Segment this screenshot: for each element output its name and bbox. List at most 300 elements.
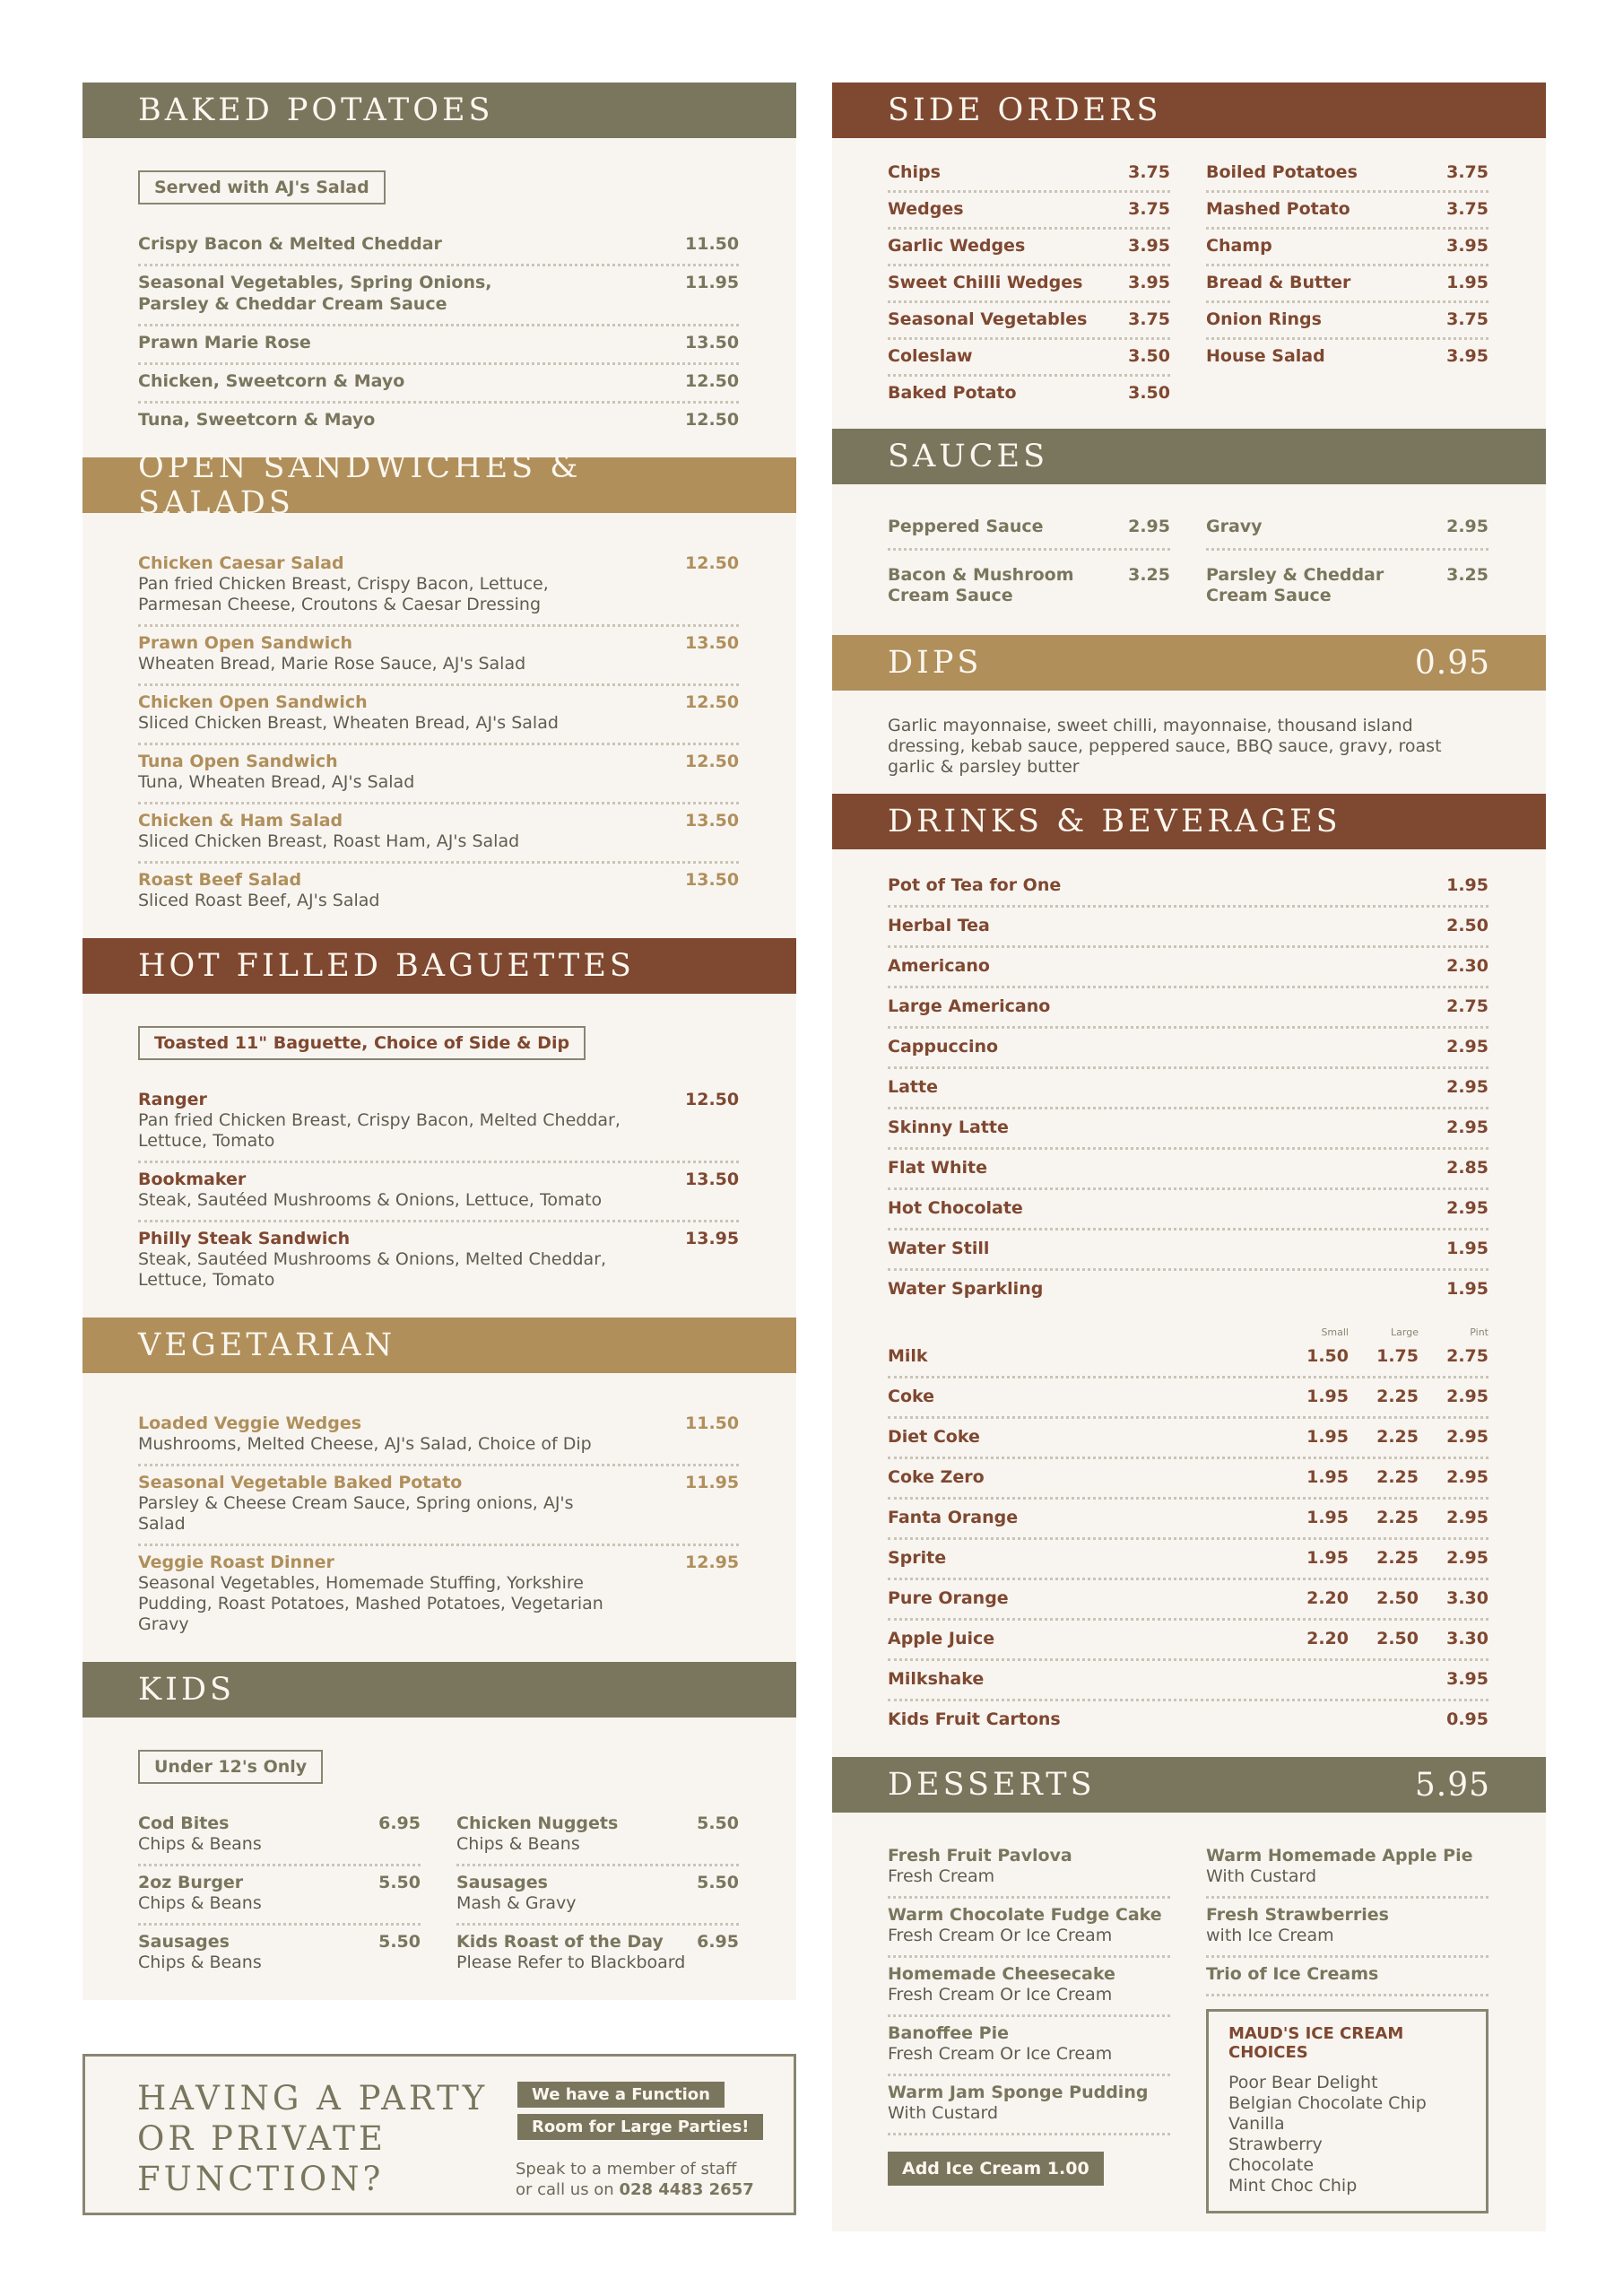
baked-potatoes-section	[82, 83, 796, 457]
item-name: 2oz Burger	[138, 1873, 244, 1892]
drink-row	[888, 1621, 1488, 1661]
ice-cream-flavour: Poor Bear Delight	[1228, 2073, 1378, 2092]
drink-price-large: 2.25	[1376, 1508, 1419, 1527]
size-header	[888, 1309, 1488, 1338]
phone-number: 028 4483 2657	[619, 2180, 754, 2199]
menu-item	[138, 365, 739, 404]
drink-price-large: 2.25	[1376, 1387, 1419, 1406]
item-price: 12.50	[685, 692, 740, 712]
drink-name: Kids Fruit Cartons	[888, 1709, 1061, 1729]
menu-item	[138, 1546, 739, 1644]
item-description: with Ice Cream	[1206, 1926, 1334, 1945]
item-price: 5.50	[697, 1873, 739, 1892]
item-price: 11.50	[685, 1413, 740, 1433]
menu-item	[138, 547, 739, 627]
item-price: 11.95	[685, 1473, 740, 1492]
item-name: Mashed Potato	[1206, 199, 1350, 219]
menu-item	[888, 511, 1170, 551]
item-price: 5.50	[378, 1932, 421, 1952]
drink-name: Cappuccino	[888, 1037, 999, 1057]
menu-item	[138, 1407, 739, 1466]
item-description: Pan fried Chicken Breast, Crispy Bacon, Lettuce, Parmesan Cheese, Croutons & Caesar Dressing	[138, 574, 549, 614]
item-description: Please Refer to Blackboard	[456, 1952, 686, 1972]
menu-item	[888, 1899, 1170, 1958]
item-description: Fresh Cream Or Ice Cream	[888, 1926, 1113, 1945]
drink-row	[888, 1580, 1488, 1621]
item-description: Steak, Sautéed Mushrooms & Onions, Melted Cheddar, Lettuce, Tomato	[138, 1249, 607, 1290]
item-name: Prawn Open Sandwich	[138, 633, 353, 653]
menu-item	[888, 1958, 1170, 2017]
item-price: 13.50	[685, 1170, 740, 1189]
drink-row	[888, 948, 1488, 988]
left-column	[82, 83, 796, 2000]
menu-item	[1206, 1958, 1488, 1996]
item-price: 11.50	[685, 234, 740, 254]
item-name: Seasonal Vegetable Baked Potato	[138, 1473, 463, 1492]
item-price: 3.75	[1446, 309, 1488, 329]
ice-cream-flavour: Vanilla	[1228, 2114, 1285, 2134]
drink-row	[888, 1190, 1488, 1231]
item-name: Sausages	[138, 1932, 230, 1952]
item-price: 1.95	[1446, 273, 1488, 292]
drink-name: Coke Zero	[888, 1467, 985, 1487]
menu-item	[138, 1926, 421, 1982]
size-label: Small	[1321, 1326, 1349, 1338]
drink-price: 2.95	[1446, 1118, 1488, 1137]
item-name: Roast Beef Salad	[138, 870, 302, 890]
item-name: Chicken & Ham Salad	[138, 811, 343, 831]
menu-item	[138, 266, 739, 326]
menu-item	[138, 627, 739, 686]
section-title: DIPS	[888, 645, 983, 681]
item-price: 12.50	[685, 553, 740, 573]
section-title: HOT FILLED BAGUETTES	[138, 948, 635, 984]
menu-item	[1206, 266, 1488, 303]
drink-row	[888, 1069, 1488, 1109]
item-name: Seasonal Vegetables, Spring Onions, Parsley & Cheddar Cream Sauce	[138, 273, 492, 314]
section-header	[82, 1318, 796, 1373]
hot-drinks-list	[888, 867, 1488, 1309]
item-description: With Custard	[888, 2103, 999, 2123]
drink-row	[888, 908, 1488, 948]
drink-name: Large Americano	[888, 996, 1051, 1016]
menu-item	[888, 2017, 1170, 2076]
item-name: Prawn Marie Rose	[138, 333, 311, 352]
party-function-box	[82, 2054, 796, 2215]
item-price: 13.50	[685, 811, 740, 831]
drink-name: Sprite	[888, 1548, 947, 1568]
section-header	[832, 83, 1546, 138]
drink-row	[888, 1271, 1488, 1309]
drink-price: 2.30	[1446, 956, 1488, 976]
drink-row	[888, 1459, 1488, 1500]
menu-item	[1206, 1839, 1488, 1899]
section-title: KIDS	[138, 1672, 236, 1708]
item-description: Wheaten Bread, Marie Rose Sauce, AJ's Salad	[138, 654, 526, 674]
drink-price-pint: 0.95	[1446, 1709, 1488, 1729]
drink-row	[888, 1109, 1488, 1150]
drink-name: Fanta Orange	[888, 1508, 1019, 1527]
drink-price-pint: 2.95	[1446, 1387, 1488, 1406]
section-header	[832, 429, 1546, 484]
drink-row	[888, 867, 1488, 908]
menu-item	[138, 745, 739, 804]
drink-name: Diet Coke	[888, 1427, 980, 1447]
size-label: Large	[1391, 1326, 1419, 1338]
item-price: 3.95	[1446, 346, 1488, 366]
menu-item	[138, 1222, 739, 1300]
item-name: Warm Homemade Apple Pie	[1206, 1846, 1473, 1866]
drink-price-pint: 2.95	[1446, 1508, 1488, 1527]
add-ice-cream-badge: Add Ice Cream 1.00	[888, 2152, 1104, 2186]
item-description: Seasonal Vegetables, Homemade Stuffing, Yorkshire Pudding, Roast Potatoes, Mashed Potatoes, Vegetarian Gravy	[138, 1573, 603, 1634]
drink-price-small: 1.95	[1306, 1467, 1349, 1487]
menu-item	[456, 1926, 739, 1982]
item-name: Gravy	[1206, 517, 1263, 536]
drink-price-small: 1.95	[1306, 1387, 1349, 1406]
cold-drinks-list	[888, 1338, 1488, 1739]
party-heading-line: OR PRIVATE	[137, 2119, 386, 2158]
drink-price: 2.95	[1446, 1198, 1488, 1218]
dips-section	[832, 635, 1546, 794]
drink-price-pint: 2.75	[1446, 1346, 1488, 1366]
drink-row	[888, 1701, 1488, 1739]
drink-name: Coke	[888, 1387, 935, 1406]
menu-item	[1206, 193, 1488, 230]
drink-price-large: 2.50	[1376, 1629, 1419, 1648]
section-title: VEGETARIAN	[138, 1327, 396, 1363]
menu-item	[888, 560, 1170, 617]
item-name: Wedges	[888, 199, 964, 219]
item-price: 3.50	[1128, 346, 1170, 366]
drink-price: 2.85	[1446, 1158, 1488, 1178]
desserts-section	[832, 1757, 1546, 2231]
section-header	[82, 1662, 796, 1718]
menu-item	[1206, 560, 1488, 617]
menu-item	[138, 1866, 421, 1926]
item-name: Chicken Nuggets	[456, 1813, 619, 1833]
drink-price-large: 2.50	[1376, 1588, 1419, 1608]
menu-item	[138, 1083, 739, 1163]
item-description: Fresh Cream Or Ice Cream	[888, 2044, 1113, 2064]
item-name: Bookmaker	[138, 1170, 247, 1189]
item-price: 6.95	[697, 1932, 739, 1952]
vegetarian-section	[82, 1318, 796, 1662]
drink-row	[888, 1661, 1488, 1701]
drink-price-large: 2.25	[1376, 1548, 1419, 1568]
section-header	[82, 83, 796, 138]
contact-line: or call us on	[516, 2180, 620, 2199]
item-description: Chips & Beans	[138, 1834, 262, 1854]
menu-item	[888, 230, 1170, 266]
item-price: 13.50	[685, 633, 740, 653]
item-price: 2.95	[1446, 517, 1488, 536]
item-description: Fresh Cream Or Ice Cream	[888, 1985, 1113, 2005]
drink-price-pint: 3.95	[1446, 1669, 1488, 1689]
party-heading	[137, 2078, 488, 2199]
ice-cream-choices-title: MAUD'S ICE CREAM CHOICES	[1228, 2024, 1404, 2062]
item-price: 3.95	[1128, 273, 1170, 292]
item-description: Mushrooms, Melted Cheese, AJ's Salad, Choice of Dip	[138, 1434, 592, 1454]
menu-item	[888, 340, 1170, 377]
section-header	[82, 938, 796, 994]
drink-price-small: 1.95	[1306, 1427, 1349, 1447]
item-description: Sliced Roast Beef, AJ's Salad	[138, 891, 380, 910]
section-header	[832, 1757, 1546, 1813]
menu-item	[888, 303, 1170, 340]
section-price: 5.95	[1414, 1766, 1490, 1804]
item-price: 12.95	[685, 1552, 740, 1572]
item-name: Parsley & Cheddar Cream Sauce	[1206, 565, 1384, 605]
section-price: 0.95	[1414, 644, 1490, 682]
section-header	[832, 794, 1546, 849]
item-price: 3.75	[1446, 199, 1488, 219]
item-description: Sliced Chicken Breast, Wheaten Bread, AJ's Salad	[138, 713, 559, 733]
item-name: Warm Chocolate Fudge Cake	[888, 1905, 1162, 1925]
ice-cream-flavour: Belgian Chocolate Chip	[1228, 2093, 1427, 2113]
section-title: OPEN SANDWICHES & SALADS	[138, 449, 582, 521]
item-name: Fresh Strawberries	[1206, 1905, 1389, 1925]
size-label: Pint	[1470, 1326, 1488, 1338]
item-price: 3.95	[1446, 236, 1488, 256]
drink-name: Water Still	[888, 1239, 990, 1258]
item-description: Steak, Sautéed Mushrooms & Onions, Lettuce, Tomato	[138, 1190, 603, 1210]
large-parties-badge: Room for Large Parties!	[517, 2114, 763, 2140]
drink-name: Pure Orange	[888, 1588, 1009, 1608]
section-title: SAUCES	[888, 439, 1049, 474]
menu-item	[138, 404, 739, 439]
item-price: 3.25	[1446, 565, 1488, 585]
section-title: DRINKS & BEVERAGES	[888, 804, 1341, 839]
drink-price-large: 1.75	[1376, 1346, 1419, 1366]
item-name: Chicken Caesar Salad	[138, 553, 344, 573]
menu-item	[1206, 230, 1488, 266]
item-description: Chips & Beans	[138, 1893, 262, 1913]
item-description: Mash & Gravy	[456, 1893, 577, 1913]
section-header	[82, 449, 796, 521]
menu-item	[138, 326, 739, 365]
ice-cream-flavour: Strawberry	[1228, 2135, 1323, 2154]
menu-item	[1206, 156, 1488, 193]
menu-item	[456, 1866, 739, 1926]
section-note: Under 12's Only	[138, 1750, 323, 1784]
menu-item	[888, 266, 1170, 303]
item-price: 13.50	[685, 333, 740, 352]
item-price: 6.95	[378, 1813, 421, 1833]
item-name: Loaded Veggie Wedges	[138, 1413, 362, 1433]
drink-name: Pot of Tea for One	[888, 875, 1062, 895]
drink-price: 2.95	[1446, 1037, 1488, 1057]
drink-price-small: 1.50	[1306, 1346, 1349, 1366]
item-description: Fresh Cream	[888, 1866, 995, 1886]
item-price: 12.50	[685, 1090, 740, 1109]
item-price: 3.25	[1128, 565, 1170, 585]
item-name: Sausages	[456, 1873, 548, 1892]
item-price: 11.95	[685, 273, 740, 292]
ice-cream-choices-box	[1206, 2009, 1488, 2213]
item-name: Ranger	[138, 1090, 207, 1109]
item-name: Bread & Butter	[1206, 273, 1351, 292]
menu-item	[456, 1807, 739, 1866]
section-note: Served with AJ's Salad	[138, 170, 386, 204]
drink-row	[888, 1419, 1488, 1459]
item-name: Seasonal Vegetables	[888, 309, 1088, 329]
item-name: Trio of Ice Creams	[1206, 1964, 1379, 1984]
drink-price: 2.95	[1446, 1077, 1488, 1097]
item-price: 12.50	[685, 410, 740, 430]
drink-row	[888, 1029, 1488, 1069]
menu-item	[138, 1807, 421, 1866]
ice-cream-flavour: Chocolate	[1228, 2155, 1315, 2175]
drink-price-pint: 3.30	[1446, 1629, 1488, 1648]
item-name: Chicken Open Sandwich	[138, 692, 368, 712]
item-name: Peppered Sauce	[888, 517, 1044, 536]
drink-row	[888, 1378, 1488, 1419]
menu-item	[1206, 511, 1488, 551]
item-price: 5.50	[378, 1873, 421, 1892]
item-description: Chips & Beans	[456, 1834, 580, 1854]
hot-baguettes-section	[82, 938, 796, 1318]
dips-description: Garlic mayonnaise, sweet chilli, mayonnaise, thousand island dressing, kebab sauce, peppered sauce, BBQ sauce, gravy, roast garlic & parsley butter	[888, 716, 1442, 777]
drink-price-large: 2.25	[1376, 1467, 1419, 1487]
item-name: Champ	[1206, 236, 1272, 256]
item-name: Fresh Fruit Pavlova	[888, 1846, 1072, 1866]
item-description: Tuna, Wheaten Bread, AJ's Salad	[138, 772, 415, 792]
contact-note	[516, 2159, 754, 2200]
drink-name: Americano	[888, 956, 990, 976]
item-price: 12.50	[685, 752, 740, 771]
item-description: Chips & Beans	[138, 1952, 262, 1972]
drink-row	[888, 1500, 1488, 1540]
party-heading-line: HAVING A PARTY	[137, 2079, 489, 2118]
item-description: With Custard	[1206, 1866, 1317, 1886]
item-name: Philly Steak Sandwich	[138, 1229, 351, 1248]
item-price: 13.95	[685, 1229, 740, 1248]
item-price: 12.50	[685, 371, 740, 391]
sauces-section	[832, 429, 1546, 635]
item-name: Boiled Potatoes	[1206, 162, 1358, 182]
drink-price: 2.50	[1446, 916, 1488, 935]
drink-row	[888, 1150, 1488, 1190]
item-name: House Salad	[1206, 346, 1325, 366]
item-name: Tuna, Sweetcorn & Mayo	[138, 410, 376, 430]
item-price: 3.75	[1128, 162, 1170, 182]
item-name: Cod Bites	[138, 1813, 230, 1833]
item-price: 3.75	[1128, 309, 1170, 329]
drink-row	[888, 988, 1488, 1029]
party-heading-line: FUNCTION?	[137, 2160, 385, 2198]
menu-item	[1206, 340, 1488, 374]
drink-price: 1.95	[1446, 1279, 1488, 1299]
function-room-badge: We have a Function	[517, 2082, 725, 2108]
item-name: Kids Roast of the Day	[456, 1932, 664, 1952]
item-name: Veggie Roast Dinner	[138, 1552, 334, 1572]
item-description: Sliced Chicken Breast, Roast Ham, AJ's Salad	[138, 831, 520, 851]
drink-price-small: 2.20	[1306, 1588, 1349, 1608]
side-orders-section	[832, 83, 1546, 429]
menu-item	[888, 2076, 1170, 2135]
section-title: SIDE ORDERS	[888, 92, 1162, 128]
menu-item	[1206, 303, 1488, 340]
item-name: Banoffee Pie	[888, 2023, 1009, 2043]
drink-name: Hot Chocolate	[888, 1198, 1023, 1218]
menu-item	[1206, 1899, 1488, 1958]
item-name: Onion Rings	[1206, 309, 1322, 329]
drink-price-pint: 2.95	[1446, 1548, 1488, 1568]
item-name: Crispy Bacon & Melted Cheddar	[138, 234, 442, 254]
item-price: 13.50	[685, 870, 740, 890]
item-name: Chips	[888, 162, 941, 182]
menu-item	[138, 864, 739, 920]
item-name: Garlic Wedges	[888, 236, 1026, 256]
item-price: 2.95	[1128, 517, 1170, 536]
drink-name: Apple Juice	[888, 1629, 995, 1648]
item-name: Chicken, Sweetcorn & Mayo	[138, 371, 405, 391]
drink-name: Flat White	[888, 1158, 987, 1178]
menu-item	[888, 377, 1170, 411]
contact-line: Speak to a member of staff	[516, 2160, 737, 2179]
drink-price: 1.95	[1446, 1239, 1488, 1258]
menu-item	[138, 1163, 739, 1222]
section-title: DESSERTS	[888, 1767, 1096, 1803]
menu-item	[138, 1466, 739, 1546]
menu-item	[138, 686, 739, 745]
drink-name: Water Sparkling	[888, 1279, 1044, 1299]
ice-cream-flavour: Mint Choc Chip	[1228, 2176, 1358, 2196]
drink-row	[888, 1231, 1488, 1271]
section-title: BAKED POTATOES	[138, 92, 494, 128]
drink-price-small: 2.20	[1306, 1629, 1349, 1648]
drink-name: Latte	[888, 1077, 938, 1097]
drink-price-pint: 2.95	[1446, 1427, 1488, 1447]
item-price: 5.50	[697, 1813, 739, 1833]
right-column	[832, 83, 1546, 2231]
item-description: Pan fried Chicken Breast, Crispy Bacon, Melted Cheddar, Lettuce, Tomato	[138, 1110, 621, 1151]
drink-price-small: 1.95	[1306, 1508, 1349, 1527]
menu-item	[888, 1839, 1170, 1899]
menu-item	[888, 156, 1170, 193]
item-name: Homemade Cheesecake	[888, 1964, 1115, 1984]
item-name: Tuna Open Sandwich	[138, 752, 338, 771]
menu-item	[888, 193, 1170, 230]
item-name: Baked Potato	[888, 383, 1017, 403]
menu-item	[138, 228, 739, 266]
drink-price-pint: 3.30	[1446, 1588, 1488, 1608]
item-name: Bacon & Mushroom Cream Sauce	[888, 565, 1074, 605]
drink-name: Herbal Tea	[888, 916, 990, 935]
drink-name: Skinny Latte	[888, 1118, 1009, 1137]
drink-name: Milk	[888, 1346, 928, 1366]
item-price: 3.75	[1446, 162, 1488, 182]
section-note: Toasted 11" Baguette, Choice of Side & Dip	[138, 1026, 586, 1060]
section-header	[832, 635, 1546, 691]
item-price: 3.75	[1128, 199, 1170, 219]
item-name: Warm Jam Sponge Pudding	[888, 2083, 1149, 2102]
drink-name: Milkshake	[888, 1669, 985, 1689]
item-name: Sweet Chilli Wedges	[888, 273, 1083, 292]
drinks-section	[832, 794, 1546, 1757]
drink-row	[888, 1540, 1488, 1580]
open-sandwiches-section	[82, 449, 796, 938]
drink-row	[888, 1338, 1488, 1378]
drink-price-small: 1.95	[1306, 1548, 1349, 1568]
drink-price-large: 2.25	[1376, 1427, 1419, 1447]
drink-price: 2.75	[1446, 996, 1488, 1016]
menu-item	[138, 804, 739, 864]
item-price: 3.50	[1128, 383, 1170, 403]
drink-price-pint: 2.95	[1446, 1467, 1488, 1487]
item-description: Parsley & Cheese Cream Sauce, Spring onions, AJ's Salad	[138, 1493, 574, 1534]
